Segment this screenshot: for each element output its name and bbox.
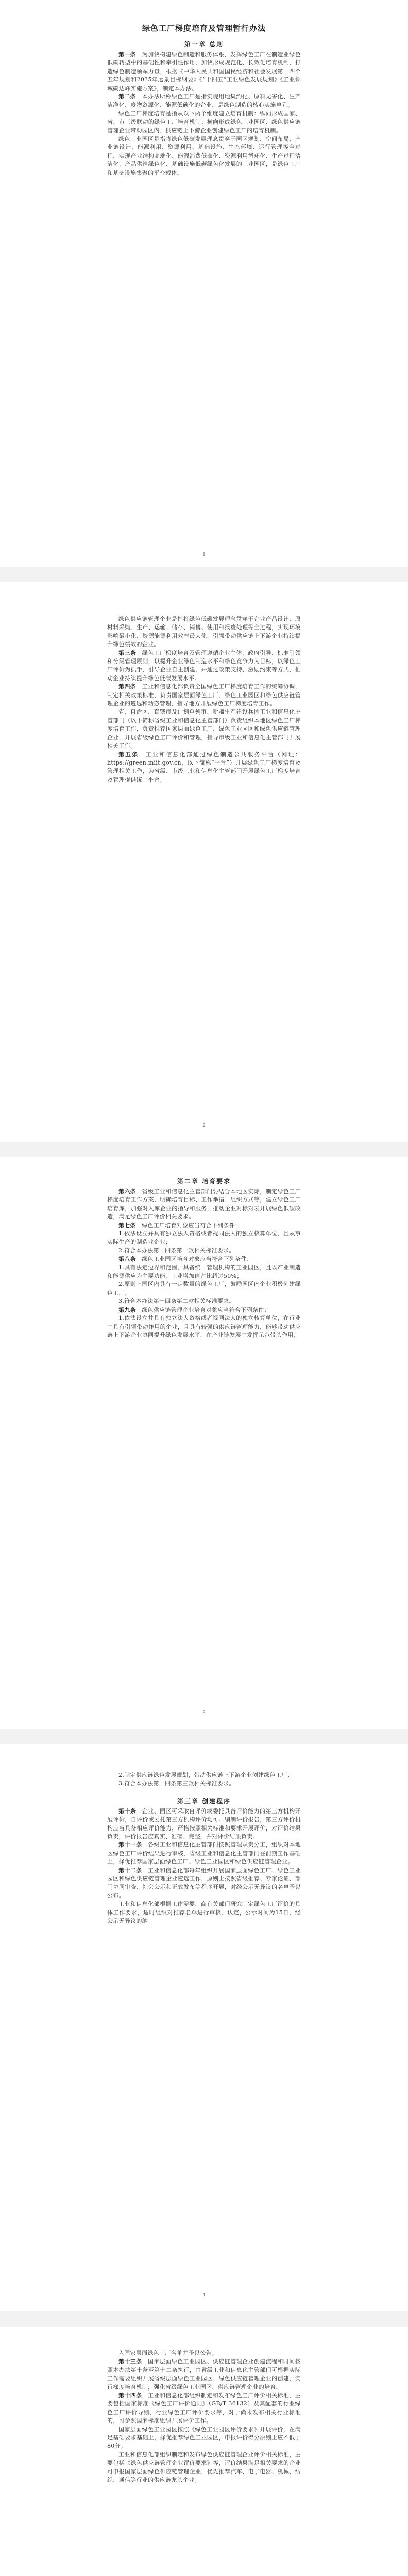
paragraph	[107, 110, 301, 135]
article-number: 第一条	[118, 51, 137, 58]
document-page	[0, 1744, 408, 2311]
paragraph	[107, 1780, 301, 1788]
page-content	[107, 2349, 301, 2485]
page-number: 1	[202, 552, 206, 557]
paragraph-text: 绿色供应链管理企业是指将绿色低碳发展理念贯穿于企业产品设计、原材料采购、生产、运输、储存、销售、使用和报废处理等全过程，实现环境影响最小化、资源能源利用效率最大化，引领带动供应链上下游企业持续提升绿色绩效的企业。	[107, 616, 301, 648]
paragraph-text: 工业和信息化部每年组织开展国家层面绿色工厂、绿色工业园区和绿色供应链管理企业遴选工作，原则上按照省级推荐、专家论证、部门协同审查、社会公示和正式发布等程序开展，对经公示无异议的名单予以公布。	[107, 1867, 301, 1899]
paragraph	[107, 1188, 301, 1222]
paragraph	[107, 1807, 301, 1841]
document-page	[0, 0, 408, 567]
paragraph	[107, 2349, 301, 2358]
paragraph	[107, 1306, 301, 1314]
paragraph-text: 2.符合本办法第十四条第一款相关标准要求。	[118, 1247, 235, 1254]
paragraph-text: 工业和信息化部负责全国绿色工厂梯度培育工作的统筹协调，制定相关政策标准，负责国家层面绿色工厂、绿色工业园区和绿色供应链管理企业的遴选和动态管理，指导地方开展绿色工厂梯度培育工作。	[107, 683, 301, 707]
page-number: 2	[202, 1123, 206, 1128]
paragraph	[107, 50, 301, 93]
paragraph-text: 工业和信息化部根据工作需要，商有关部门研究制定绿色工厂评价的具体工作要求，适时组织对推荐名单进行审核、认定，公示时间为15日，经公示无异议的纳	[107, 1901, 301, 1925]
paragraph-text: 各级工业和信息化主管部门按照管理职责分工，组织对本地区绿色工厂评价结果进行审核，省级工业和信息化主管部门在前期工作基础上，择优推荐国家层面绿色工厂、绿色工业园区和绿色供应链管理企业。	[107, 1841, 301, 1866]
article-number: 第十二条	[118, 1867, 142, 1874]
page-content	[107, 23, 301, 177]
document-title: 绿色工厂梯度培育及管理暂行办法	[142, 24, 266, 33]
page-content	[107, 1177, 301, 1340]
paragraph	[107, 2451, 301, 2485]
paragraph-text: 本办法所称绿色工厂是指实现用地集约化、原料无害化、生产洁净化、废物资源化、能源低碳化的企业，是绿色制造的核心实施单元。	[107, 93, 301, 109]
page-number: 4	[202, 2293, 206, 2298]
article-number: 第十四条	[118, 2392, 142, 2399]
paragraph-text: 绿色工业园区培育对象应当符合下列条件：	[142, 1256, 252, 1263]
paragraph	[107, 1841, 301, 1866]
page-separator	[0, 1729, 408, 1744]
paragraph-text: 省、自治区、直辖市及计划单列市、新疆生产建设兵团工业和信息化主管部门（以下简称省级工业和信息化主管部门）负责组织本地区绿色工厂梯度培育工作，负责推荐国家层面绿色工厂、绿色工业园区和绿色供应链管理企业，开展省级绿色工厂评价和管理，指导市级工业和信息化主管部门开展相关工作。	[107, 708, 301, 750]
paragraph-text: 为加快构建绿色制造和服务体系，发挥绿色工厂在制造业绿色低碳转型中的基础性和牵引性作用，加快形成规范化、长效化培育机制，打造绿色制造领军力量，根据《中华人民共和国国民经济和社会发展第十四个五年规划和2035年远景目标纲要》《“十四五”工业绿色发展规划》《工业领域碳达峰实施方案》，制定本办法。	[107, 51, 301, 92]
paragraph	[107, 683, 301, 708]
paragraph-text: 2.原则上园区内具有一定数量的绿色工厂，鼓励园区内企业积极创建绿色工厂；	[107, 1281, 301, 1296]
paragraph-text: 工业和信息化部组织制定和发布绿色供应链管理企业评价相关标准，主要包括《绿色供应链管理企业评价要求》等，评价结果满足相关要求的企业可申报国家层面绿色供应链管理企业，优先推荐汽车、电子电器、机械、纺织、通信等行业的供应链龙头企业。	[107, 2451, 301, 2484]
paragraph	[107, 1314, 301, 1340]
article-number: 第五条	[118, 751, 139, 758]
page-content	[107, 1771, 301, 1926]
document-page	[0, 1157, 408, 1729]
paragraph-text: 工业和信息化部组织制定和发布绿色工厂评价相关标准，主要包括国家标准《绿色工厂评价通则》（GB/T 36132）及其配套的行业绿色工厂评价导则、行业绿色工厂评价要求等，对于尚未发布相关行业标准的，可参照国家标准组织开展评价工作。	[107, 2392, 301, 2425]
paragraph-text: 2.制定供应链绿色发展规划，带动供应链上下游企业创建绿色工厂；	[118, 1772, 293, 1778]
page-content	[107, 615, 301, 784]
paragraph	[107, 751, 301, 785]
paragraph	[107, 1867, 301, 1901]
document-page	[0, 582, 408, 1142]
paragraph-text: 绿色工业园区是指将绿色低碳发展理念贯穿于园区规划、空间布局、产业链设计、能源利用、资源利用、基础设施、生态环境、运行管理等全过程，实现产业结构高端化、能源消费低碳化、资源利用循环化、生产过程清洁化、产品供给绿色化、基础设施低碳绿色化发展的工业园区，是绿色工厂和基础设施集聚的平台载体。	[107, 135, 301, 176]
chapter-heading: 第二章 培育要求	[177, 1178, 231, 1185]
paragraph	[107, 1222, 301, 1230]
paragraph	[107, 615, 301, 649]
article-number: 第七条	[118, 1222, 136, 1229]
article-number: 第六条	[118, 1188, 137, 1195]
page-separator	[0, 2311, 408, 2327]
article-number: 第九条	[118, 1306, 136, 1313]
paragraph	[107, 708, 301, 750]
section-spacer	[107, 1788, 301, 1797]
paragraph-text: 绿色供应链管理企业培育对象应当符合下列条件：	[142, 1306, 270, 1313]
chapter-heading: 第三章 创建程序	[177, 1797, 231, 1805]
article-number: 第四条	[118, 683, 137, 690]
paragraph	[107, 2426, 301, 2451]
paragraph-text: 省级工业和信息化主管部门要结合本地区实际，制定绿色工厂梯度培育工作方案，明确培育目标、工作举措、组织方式等，建立绿色工厂培育库，加强对入库企业的指导和服务，推动企业对标对表开展绿色低碳改造，满足绿色工厂评价相关要求。	[107, 1188, 301, 1221]
article-number: 第十条	[118, 1807, 137, 1815]
article-number: 第十一条	[118, 1841, 142, 1849]
paragraph-text: 1.依法设立并具有独立法人资格或者视同法人的独立核算单位，在行业中具有引领带动作用的企业，且具有较强的供应链管理能力，能够带动供应链上下游企业协同提升绿色发展水平，在产业链发展中发挥示范带头作用；	[107, 1315, 301, 1338]
paragraph	[107, 2358, 301, 2392]
paragraph	[107, 1771, 301, 1780]
paragraph-text: 工业和信息化部通过绿色制造公共服务平台（网址：https://green.miit.gov.cn，以下简称“平台”）开展绿色工厂梯度培育及管理相关工作，为省级、市级工业和信息化主管部门开展绿色工厂梯度培育及管理提供统一平台。	[107, 751, 301, 783]
paragraph-text: 国家层面绿色工业园区按照《绿色工业园区评价要求》开展评价，在满足基础要求基础上，择优推荐绿色工业园区，申报评价得分原则上应不低于80分。	[107, 2426, 301, 2450]
paragraph-text: 3.符合本办法第十四条第二款相关标准要求。	[118, 1298, 235, 1305]
article-number: 第八条	[118, 1256, 136, 1263]
paragraph	[107, 1230, 301, 1247]
paragraph-text: 国家层面绿色工业园区、供应链管理企业创建流程和时间按照本办法第十条至第十二条执行，由省级工业和信息化主管部门可根据实际工作需要组织开展省级层面绿色工业园区、绿色供应链管理企业的创建，实行梯度培育机制，强化省级绿色工业园区、供应链管理企业的培育。	[107, 2358, 301, 2391]
page-separator	[0, 1142, 408, 1157]
paragraph	[107, 135, 301, 177]
paragraph	[107, 649, 301, 683]
paragraph	[107, 1264, 301, 1281]
paragraph	[107, 1247, 301, 1255]
article-number: 第二条	[118, 93, 137, 100]
chapter-heading: 第一章 总则	[184, 41, 224, 48]
article-number: 第三条	[118, 649, 137, 656]
paragraph-text: 绿色工厂梯度培育是指从以下两个维度建立培育机制：纵向形成国家、省、市三级联动的绿色工厂培育机制；横向形成绿色工业园区、绿色供应链管理企业带动园区内、供应链上下游企业创建绿色工厂的培育机制。	[107, 110, 301, 134]
paragraph	[107, 1297, 301, 1306]
paragraph	[107, 2392, 301, 2426]
paragraph	[107, 1255, 301, 1263]
paragraph	[107, 1280, 301, 1297]
paragraph-text: 1.具有法定边界和范围，具备统一管理机构的工业园区，且以产业制造和能源供应为主要功能，工业增加值占比超过50%；	[107, 1264, 301, 1280]
paragraph	[107, 93, 301, 110]
article-number: 第十三条	[118, 2358, 142, 2365]
document-page	[0, 2327, 408, 2576]
paragraph-text: 3.符合本办法第十四条第三款相关标准要求。	[118, 1780, 235, 1787]
paragraph	[107, 1900, 301, 1925]
paragraph-text: 1.依法设立并具有独立法人资格或者视同法人的独立核算单位，且从事实际生产的制造业企业；	[107, 1230, 301, 1246]
paragraph-text: 绿色工厂培育对象应当符合下列条件：	[142, 1222, 241, 1229]
paragraph-text: 绿色工厂梯度培育及管理遵循企业主体、政府引导、标准引领和分级管理原则，以提升企业绿色制造水平和绿色竞争力为目标，以绿色工厂评价为抓手，引导企业自主创建，并通过政策支持、激励约束等方式，推动企业持续提升绿色低碳发展水平。	[107, 649, 301, 682]
page-number: 3	[202, 1710, 206, 1716]
paragraph-text: 入国家层面绿色工厂名单并予以公告。	[118, 2350, 218, 2357]
paragraph-text: 企业、园区可采取自评价或委托具备评价能力的第三方机构开展评价，自评价或委托第三方机构评价均可。编制评价报告，第三方评价机构应当具备相应评价能力，严格按照相关标准和要求开展评价，对评价结果负责，评价报告应真实、准确、完整，并对评价结果负责。	[107, 1807, 301, 1840]
page-separator	[0, 567, 408, 582]
